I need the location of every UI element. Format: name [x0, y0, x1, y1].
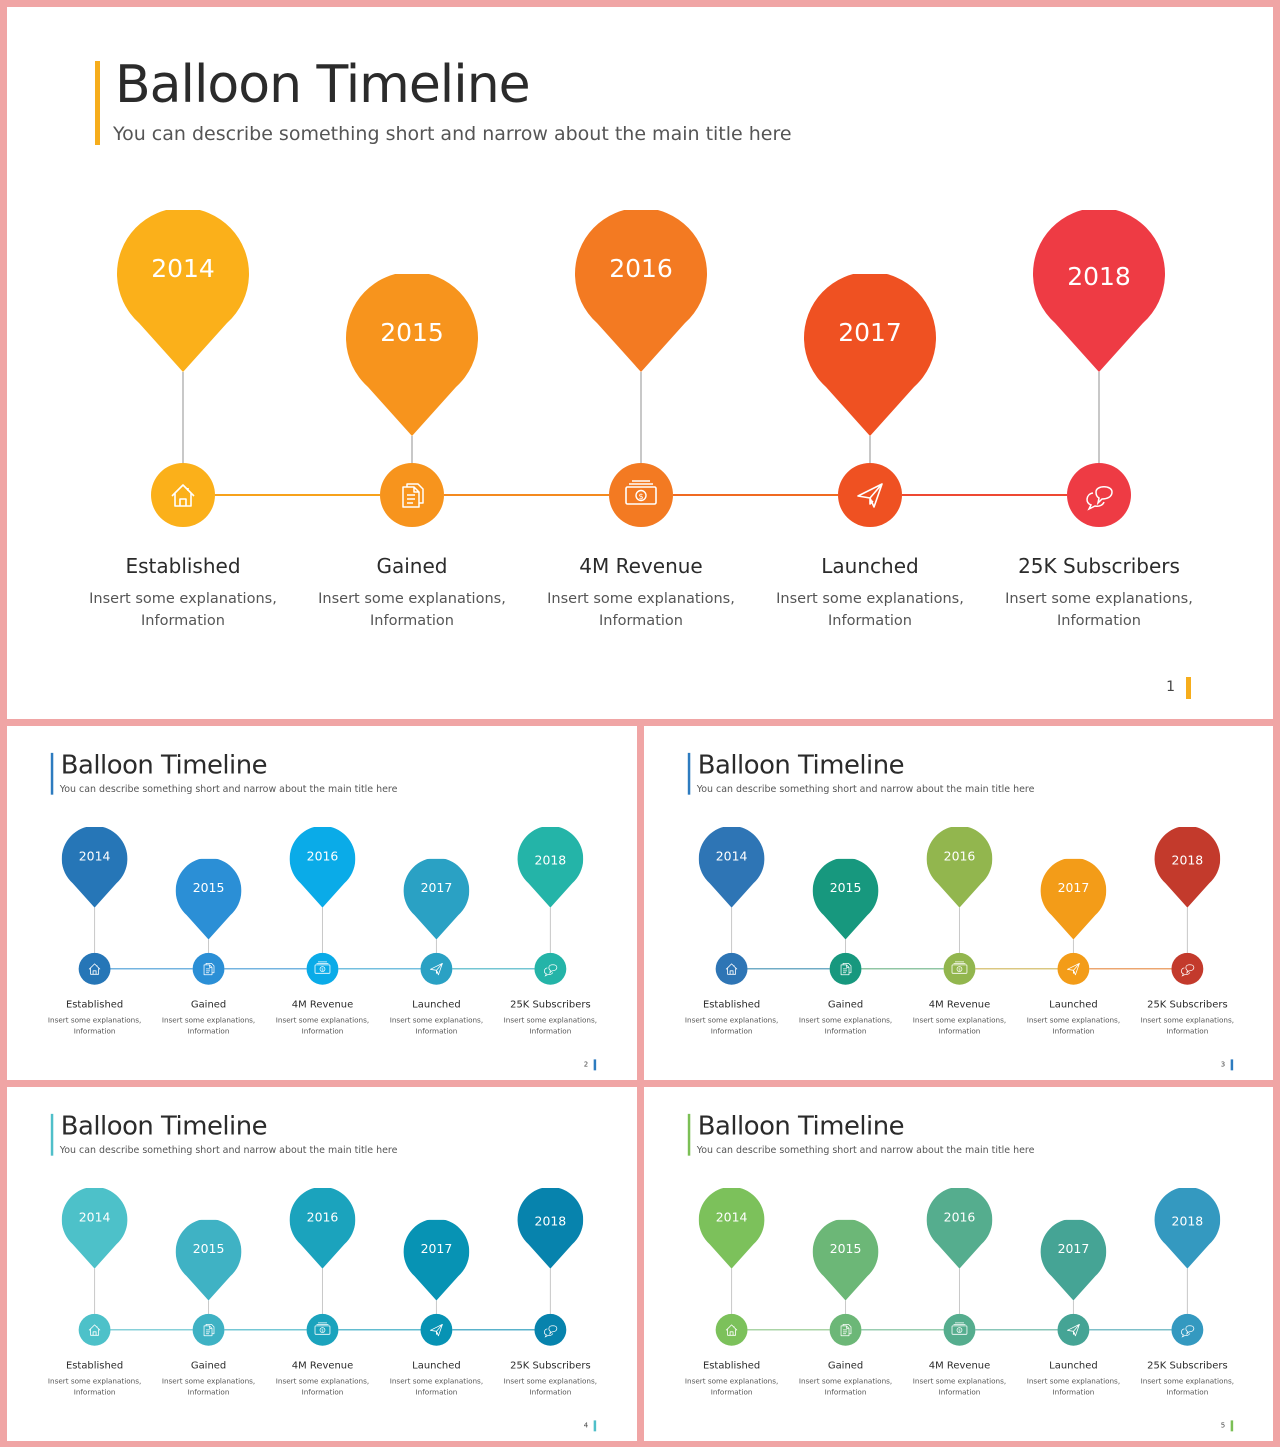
description-line-1: Insert some explanations, — [798, 1377, 893, 1386]
milestone-node[interactable] — [1171, 1314, 1203, 1346]
milestone-description — [496, 1015, 605, 1037]
page-number-bar — [594, 1420, 596, 1431]
description-line-2: Information — [938, 1027, 981, 1036]
milestone-description — [40, 1376, 149, 1398]
balloon-string — [1073, 939, 1074, 952]
balloon-2014[interactable] — [699, 827, 765, 908]
balloon-2015[interactable] — [176, 859, 242, 940]
timeline-connector — [861, 968, 943, 969]
balloon-year: 2018 — [1067, 262, 1131, 291]
timeline-connector — [975, 1329, 1057, 1330]
description-line-1: Insert some explanations, — [275, 1377, 370, 1386]
balloon-string — [731, 1269, 732, 1314]
description-line-1: Insert some explanations, — [684, 1016, 779, 1025]
milestone-description — [382, 1015, 491, 1037]
milestone-description — [73, 588, 293, 632]
description-line-2: Information — [187, 1388, 230, 1397]
description-line-2: Information — [73, 1388, 116, 1397]
page-number-bar — [594, 1059, 596, 1070]
description-line-1: Insert some explanations, — [275, 1016, 370, 1025]
milestone-description — [989, 588, 1209, 632]
milestone-node[interactable] — [421, 953, 453, 985]
milestone-description — [1019, 1376, 1128, 1398]
timeline-connector — [452, 968, 534, 969]
description-line-2: Information — [938, 1388, 981, 1397]
milestone-label: Launched — [1049, 998, 1098, 1011]
description-line-1: Insert some explanations, — [161, 1377, 256, 1386]
balloon-year: 2016 — [306, 848, 339, 864]
milestone-node[interactable] — [421, 1314, 453, 1346]
slide-1[interactable] — [7, 7, 1273, 719]
balloon-year: 2014 — [715, 848, 748, 864]
milestone-description — [791, 1376, 900, 1398]
description-line-2: Information — [73, 1027, 116, 1036]
description-line-2: Information — [415, 1388, 458, 1397]
page-number: 3 — [1220, 1060, 1226, 1069]
milestone-label: Launched — [1049, 1359, 1098, 1372]
timeline-connector — [338, 1329, 420, 1330]
milestone-label: 25K Subscribers — [510, 998, 591, 1011]
description-line-1: Insert some explanations, — [1140, 1016, 1235, 1025]
slide-title: Balloon Timeline — [697, 1110, 905, 1141]
balloon-2016[interactable] — [927, 827, 993, 908]
balloon-string — [550, 1269, 551, 1314]
slide-title: Balloon Timeline — [60, 1110, 268, 1141]
milestone-node[interactable] — [1067, 463, 1131, 527]
balloon-year: 2014 — [78, 848, 111, 864]
milestone-node[interactable] — [1058, 1314, 1090, 1346]
balloon-year: 2017 — [1057, 1241, 1090, 1257]
milestone-label: 4M Revenue — [928, 998, 991, 1011]
balloon-year: 2014 — [78, 1209, 111, 1225]
milestone-node[interactable] — [534, 953, 566, 985]
milestone-description — [1133, 1015, 1242, 1037]
balloon-2014[interactable] — [117, 210, 249, 372]
balloon-string — [208, 939, 209, 952]
timeline-connector — [444, 494, 609, 496]
milestone-label: 25K Subscribers — [1147, 1359, 1228, 1372]
description-line-2: Information — [1057, 613, 1141, 629]
balloon-string — [94, 1269, 95, 1314]
balloon-2017[interactable] — [1041, 859, 1107, 940]
milestone-node[interactable] — [830, 953, 862, 985]
description-line-1: Insert some explanations, — [912, 1016, 1007, 1025]
description-line-2: Information — [529, 1388, 572, 1397]
balloon-2015[interactable] — [346, 274, 478, 436]
balloon-string — [1098, 372, 1100, 463]
milestone-label: 4M Revenue — [579, 554, 703, 578]
balloon-year: 2015 — [829, 1241, 862, 1257]
balloon-year: 2018 — [1171, 1213, 1204, 1229]
balloon-2014[interactable] — [699, 1188, 765, 1269]
balloon-2014[interactable] — [62, 827, 128, 908]
timeline-connector — [861, 1329, 943, 1330]
milestone-description — [905, 1376, 1014, 1398]
description-line-1: Insert some explanations, — [89, 591, 277, 607]
milestone-node[interactable] — [79, 953, 111, 985]
balloon-string — [845, 939, 846, 952]
description-line-2: Information — [301, 1027, 344, 1036]
balloon-year: 2014 — [151, 254, 215, 283]
timeline-connector — [111, 968, 193, 969]
milestone-label: 25K Subscribers — [510, 1359, 591, 1372]
balloon-string — [959, 908, 960, 953]
balloon-2016[interactable] — [927, 1188, 993, 1269]
description-line-2: Information — [1166, 1388, 1209, 1397]
milestone-description — [268, 1015, 377, 1037]
svg-text:$: $ — [321, 1327, 324, 1333]
slide-title: Balloon Timeline — [115, 55, 530, 115]
description-line-1: Insert some explanations, — [1140, 1377, 1235, 1386]
balloon-string — [1187, 1269, 1188, 1314]
milestone-description — [40, 1015, 149, 1037]
balloon-string — [411, 436, 413, 463]
description-line-2: Information — [710, 1388, 753, 1397]
milestone-label: 4M Revenue — [291, 1359, 354, 1372]
milestone-node[interactable] — [534, 1314, 566, 1346]
balloon-year: 2016 — [943, 848, 976, 864]
milestone-label: Established — [702, 998, 761, 1011]
milestone-description — [760, 588, 980, 632]
balloon-2016[interactable] — [290, 1188, 356, 1269]
balloon-string — [1073, 1300, 1074, 1313]
milestone-label: Gained — [827, 998, 864, 1011]
timeline-connector — [975, 968, 1057, 969]
milestone-node[interactable] — [609, 463, 673, 527]
description-line-2: Information — [529, 1027, 572, 1036]
balloon-2018[interactable] — [1155, 1188, 1221, 1269]
page-number: 2 — [583, 1060, 589, 1069]
balloon-year: 2016 — [306, 1209, 339, 1225]
milestone-description — [531, 588, 751, 632]
milestone-node[interactable] — [193, 1314, 225, 1346]
balloon-2018[interactable] — [1033, 210, 1165, 372]
description-line-1: Insert some explanations, — [318, 591, 506, 607]
slide-subtitle: You can describe something short and narrow about the main title here — [696, 783, 1035, 795]
milestone-node[interactable] — [307, 1314, 339, 1346]
description-line-2: Information — [301, 1388, 344, 1397]
milestone-label: 25K Subscribers — [1018, 554, 1180, 578]
timeline-connector — [224, 968, 306, 969]
milestone-label: 4M Revenue — [928, 1359, 991, 1372]
balloon-string — [94, 908, 95, 953]
description-line-1: Insert some explanations, — [798, 1016, 893, 1025]
balloon-2017[interactable] — [404, 1220, 470, 1301]
page-number: 1 — [1166, 679, 1175, 695]
milestone-label: Gained — [827, 1359, 864, 1372]
balloon-string — [436, 939, 437, 952]
timeline-connector — [902, 494, 1067, 496]
milestone-label: 25K Subscribers — [1147, 998, 1228, 1011]
description-line-1: Insert some explanations, — [389, 1377, 484, 1386]
milestone-label: 4M Revenue — [291, 998, 354, 1011]
title-accent-bar — [51, 753, 53, 795]
milestone-node[interactable] — [380, 463, 444, 527]
balloon-string — [959, 1269, 960, 1314]
milestone-node[interactable] — [716, 1314, 748, 1346]
description-line-1: Insert some explanations, — [1026, 1377, 1121, 1386]
title-accent-bar — [51, 1114, 53, 1156]
description-line-1: Insert some explanations, — [47, 1016, 142, 1025]
description-line-1: Insert some explanations, — [776, 591, 964, 607]
slide-4[interactable] — [7, 1087, 637, 1441]
description-line-2: Information — [1052, 1027, 1095, 1036]
title-accent-bar — [688, 753, 690, 795]
title-accent-bar — [688, 1114, 690, 1156]
slide-subtitle: You can describe something short and narrow about the main title here — [59, 783, 398, 795]
balloon-2015[interactable] — [813, 1220, 879, 1301]
balloon-year: 2016 — [609, 254, 673, 283]
timeline-connector — [1089, 968, 1171, 969]
balloon-year: 2018 — [1171, 852, 1204, 868]
balloon-string — [436, 1300, 437, 1313]
balloon-year: 2017 — [838, 318, 902, 347]
balloon-string — [550, 908, 551, 953]
description-line-2: Information — [141, 613, 225, 629]
description-line-2: Information — [415, 1027, 458, 1036]
description-line-2: Information — [824, 1027, 867, 1036]
balloon-2014[interactable] — [62, 1188, 128, 1269]
milestone-label: Gained — [190, 1359, 227, 1372]
balloon-string — [1187, 908, 1188, 953]
milestone-label: Gained — [190, 998, 227, 1011]
balloon-string — [208, 1300, 209, 1313]
description-line-2: Information — [187, 1027, 230, 1036]
balloon-2018[interactable] — [1155, 827, 1221, 908]
balloon-2015[interactable] — [813, 859, 879, 940]
milestone-description — [302, 588, 522, 632]
milestone-description — [791, 1015, 900, 1037]
milestone-node[interactable] — [1171, 953, 1203, 985]
slide-subtitle: You can describe something short and narrow about the main title here — [113, 123, 792, 145]
balloon-year: 2015 — [192, 1241, 225, 1257]
description-line-2: Information — [370, 613, 454, 629]
balloon-2018[interactable] — [518, 1188, 584, 1269]
description-line-1: Insert some explanations, — [503, 1016, 598, 1025]
balloon-string — [640, 372, 642, 463]
page-number: 4 — [583, 1421, 589, 1430]
description-line-1: Insert some explanations, — [389, 1016, 484, 1025]
balloon-2017[interactable] — [1041, 1220, 1107, 1301]
svg-text:$: $ — [638, 492, 644, 501]
milestone-node[interactable] — [830, 1314, 862, 1346]
milestone-node[interactable] — [193, 953, 225, 985]
description-line-1: Insert some explanations, — [547, 591, 735, 607]
timeline-connector — [748, 968, 830, 969]
milestone-node[interactable] — [1058, 953, 1090, 985]
balloon-year: 2017 — [420, 880, 453, 896]
slide-subtitle: You can describe something short and narrow about the main title here — [59, 1144, 398, 1156]
balloon-year: 2015 — [829, 880, 862, 896]
slide-title: Balloon Timeline — [697, 749, 905, 780]
timeline-connector — [748, 1329, 830, 1330]
milestone-description — [154, 1376, 263, 1398]
timeline-connector — [1089, 1329, 1171, 1330]
balloon-year: 2018 — [534, 1213, 567, 1229]
balloon-2017[interactable] — [404, 859, 470, 940]
slide-2[interactable] — [7, 726, 637, 1080]
milestone-node[interactable] — [79, 1314, 111, 1346]
description-line-2: Information — [1052, 1388, 1095, 1397]
milestone-description — [905, 1015, 1014, 1037]
balloon-year: 2015 — [192, 880, 225, 896]
timeline-connector — [111, 1329, 193, 1330]
balloon-string — [322, 908, 323, 953]
description-line-1: Insert some explanations, — [161, 1016, 256, 1025]
milestone-label: Launched — [821, 554, 919, 578]
milestone-label: Launched — [412, 998, 461, 1011]
description-line-2: Information — [599, 613, 683, 629]
balloon-year: 2017 — [1057, 880, 1090, 896]
milestone-description — [1133, 1376, 1242, 1398]
description-line-2: Information — [1166, 1027, 1209, 1036]
balloon-2018[interactable] — [518, 827, 584, 908]
svg-text:$: $ — [958, 1327, 961, 1333]
milestone-label: Gained — [376, 554, 448, 578]
timeline-connector — [338, 968, 420, 969]
milestone-node[interactable] — [944, 953, 976, 985]
milestone-description — [1019, 1015, 1128, 1037]
svg-text:$: $ — [321, 966, 324, 972]
title-accent-bar — [95, 61, 100, 145]
description-line-1: Insert some explanations, — [503, 1377, 598, 1386]
balloon-year: 2014 — [715, 1209, 748, 1225]
balloon-2016[interactable] — [290, 827, 356, 908]
description-line-1: Insert some explanations, — [684, 1377, 779, 1386]
slide-title: Balloon Timeline — [60, 749, 268, 780]
slide-3[interactable] — [644, 726, 1273, 1080]
slide-5[interactable] — [644, 1087, 1273, 1441]
svg-text:$: $ — [958, 966, 961, 972]
description-line-1: Insert some explanations, — [1026, 1016, 1121, 1025]
milestone-node[interactable] — [307, 953, 339, 985]
page-number: 5 — [1220, 1421, 1226, 1430]
balloon-year: 2017 — [420, 1241, 453, 1257]
balloon-year: 2018 — [534, 852, 567, 868]
balloon-2017[interactable] — [804, 274, 936, 436]
milestone-label: Established — [65, 1359, 124, 1372]
timeline-connector — [673, 494, 838, 496]
balloon-string — [845, 1300, 846, 1313]
description-line-2: Information — [824, 1388, 867, 1397]
milestone-node[interactable] — [838, 463, 902, 527]
slide-subtitle: You can describe something short and narrow about the main title here — [696, 1144, 1035, 1156]
milestone-label: Established — [702, 1359, 761, 1372]
page-number-bar — [1231, 1059, 1233, 1070]
balloon-string — [322, 1269, 323, 1314]
description-line-1: Insert some explanations, — [912, 1377, 1007, 1386]
milestone-node[interactable] — [716, 953, 748, 985]
timeline-connector — [215, 494, 380, 496]
timeline-connector — [452, 1329, 534, 1330]
timeline-connector — [224, 1329, 306, 1330]
balloon-2016[interactable] — [575, 210, 707, 372]
description-line-2: Information — [710, 1027, 753, 1036]
balloon-year: 2016 — [943, 1209, 976, 1225]
balloon-string — [182, 372, 184, 463]
milestone-description — [154, 1015, 263, 1037]
milestone-label: Established — [125, 554, 241, 578]
milestone-label: Established — [65, 998, 124, 1011]
milestone-description — [677, 1376, 786, 1398]
balloon-string — [869, 436, 871, 463]
milestone-description — [677, 1015, 786, 1037]
milestone-label: Launched — [412, 1359, 461, 1372]
description-line-1: Insert some explanations, — [1005, 591, 1193, 607]
balloon-string — [731, 908, 732, 953]
page-number-bar — [1186, 677, 1191, 699]
description-line-1: Insert some explanations, — [47, 1377, 142, 1386]
balloon-year: 2015 — [380, 318, 444, 347]
milestone-node[interactable] — [944, 1314, 976, 1346]
page-number-bar — [1231, 1420, 1233, 1431]
milestone-description — [496, 1376, 605, 1398]
milestone-description — [268, 1376, 377, 1398]
milestone-description — [382, 1376, 491, 1398]
balloon-2015[interactable] — [176, 1220, 242, 1301]
milestone-node[interactable] — [151, 463, 215, 527]
description-line-2: Information — [828, 613, 912, 629]
